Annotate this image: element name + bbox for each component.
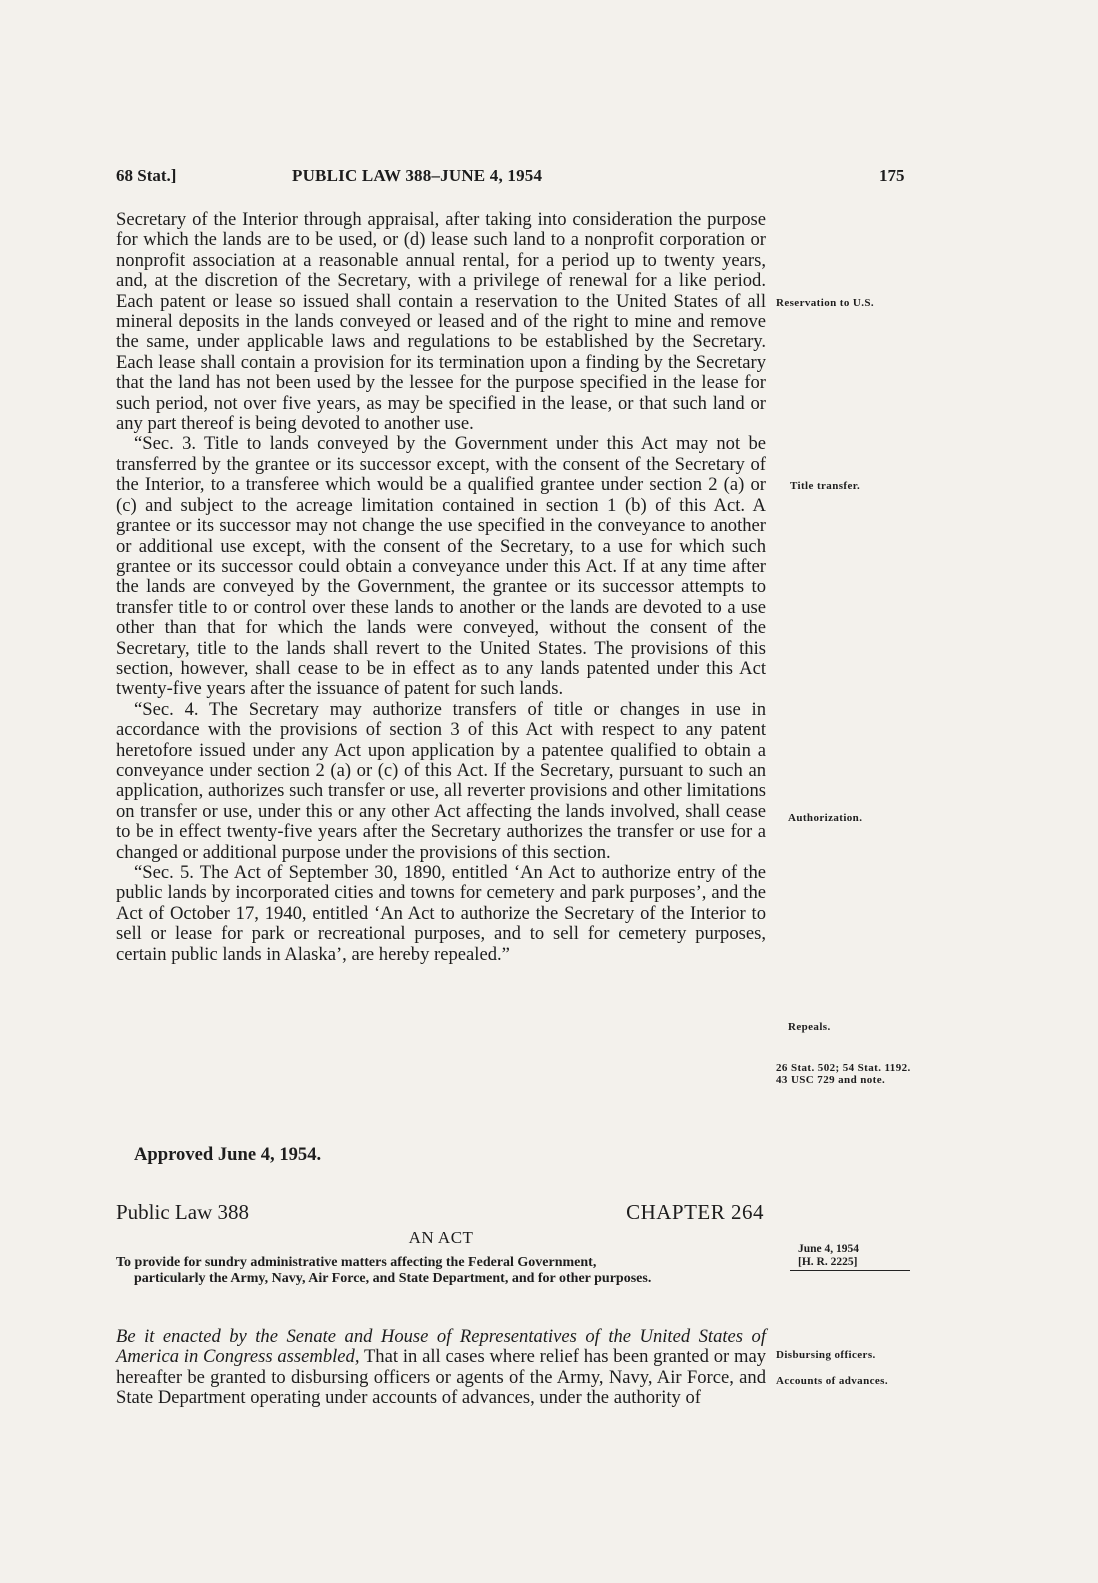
margin-note-title-transfer: Title transfer. [790, 480, 861, 492]
main-text [116, 210, 766, 965]
bill-number: [H. R. 2225] [798, 1256, 858, 1268]
purpose-line-1: To provide for sundry administrative matters affecting the Federal Government, [116, 1255, 597, 1270]
margin-note-reservation: Reservation to U.S. [776, 297, 875, 309]
section-4-paragraph: “Sec. 4. The Secretary may authorize transfers of title or changes in use in accordance with the provisions of section 3 of this Act with respect to any patent heretofore issued under any Act upon application by a patentee qualified to obtain a conveyance under section 2 (a) or (c) of this Act. If the Secretary, pursuant to such an application, authorizes such transfer or use, all reverter provisions and other limitations on transfer or use, under this or any other Act affecting the lands involved, shall cease to be in effect twenty-five years after the Secretary authorizes the transfer or use for a changed or additional purpose under the provisions of this section. [116, 698, 766, 863]
enacting-text: That in all cases where relief has been granted or may hereafter be granted to disbursing officers or agents of the Army, Navy, Air Force, and State Department operating under accounts of advances, under the authority of [116, 1346, 766, 1409]
paragraph-continuation: Secretary of the Interior through appraisal, after taking into consideration the purpose for which the lands are to be used, or (d) lease such land to a nonprofit corporation or nonprofit association at a reasonable annual rental, for a period up to twenty years, and, at the discretion of the Secretary, with a privilege of renewal for a like period. Each patent or lease so issued shall contain a reservation to the United States of all mineral deposits in the lands conveyed or leased and of the right to mine and remove the same, under applicable laws and regulations to be established by the Secretary. Each lease shall contain a provision for its termination upon a finding by the Secretary that the land has not been used by the lessee for the purpose specified in the lease for such period, not over five years, as may be specified in the lease, or that such land or any part thereof is being devoted to another use. [116, 209, 766, 435]
margin-note-repeals: Repeals. [788, 1021, 831, 1033]
section-3-paragraph: “Sec. 3. Title to lands conveyed by the Government under this Act may not be transferred by the grantee or its successor except, with the consent of the Secretary of the Interior, to a transferee which would be a qualified grantee under section 2 (a) or (c) and subject to the acreage limitation contained in section 1 (b) of this Act. A grantee or its successor may not change the use specified in the conveyance to another or additional use except, with the consent of the Secretary, to a use for which such grantee or its successor could obtain a conveyance under this Act. If at any time after the lands are conveyed by the Government, the grantee or its successor attempts to transfer title to or control over these lands to another or the lands are devoted to a use other than that for which the lands were conveyed, without the consent of the Secretary, title to the lands shall revert to the United States. The provisions of this section, however, shall cease to be in effect as to any lands patented under this Act twenty-five years after the issuance of patent for such lands. [116, 433, 766, 700]
margin-note-citation: 26 Stat. 502; 54 Stat. 1192. 43 USC 729 and note. [776, 1062, 911, 1086]
section-5-paragraph: “Sec. 5. The Act of September 30, 1890, entitled ‘An Act to authorize entry of the public lands by incorporated cities and towns for cemetery and park purposes’, and the Act of October 17, 1940, entitled ‘An Act to authorize the Secretary of the Interior to sell or lease for park or recreational purposes, and to sell for cemetery purposes, certain public lands in Alaska’, are hereby repealed.” [116, 862, 766, 965]
page-header [116, 166, 916, 190]
act-purpose [116, 1255, 764, 1286]
page-number: 175 [879, 166, 905, 185]
an-act-heading: AN ACT [408, 1228, 474, 1247]
date-underline [790, 1270, 910, 1271]
public-law-number: Public Law 388 [116, 1200, 249, 1224]
volume-citation: 68 Stat.] [116, 166, 177, 185]
purpose-line-2: particularly the Army, Navy, Air Force, and State Department, and for other purposes. [134, 1270, 652, 1286]
chapter-number: CHAPTER 264 [626, 1200, 764, 1224]
margin-note-authorization: Authorization. [788, 812, 863, 824]
enactment-date-box [790, 1243, 910, 1269]
public-law-heading [116, 1200, 766, 1226]
enacting-formula: Be it enacted by the Senate and House of Representatives of the United States of America in Congress assembled, [116, 1326, 766, 1368]
enactment-date: June 4, 1954 [798, 1243, 860, 1255]
margin-note-disbursing: Disbursing officers. [776, 1349, 876, 1361]
margin-note-accounts: Accounts of advances. [776, 1375, 888, 1387]
running-title: PUBLIC LAW 388–JUNE 4, 1954 [292, 166, 543, 185]
approval-date: Approved June 4, 1954. [134, 1144, 322, 1165]
enacting-clause [116, 1327, 766, 1409]
